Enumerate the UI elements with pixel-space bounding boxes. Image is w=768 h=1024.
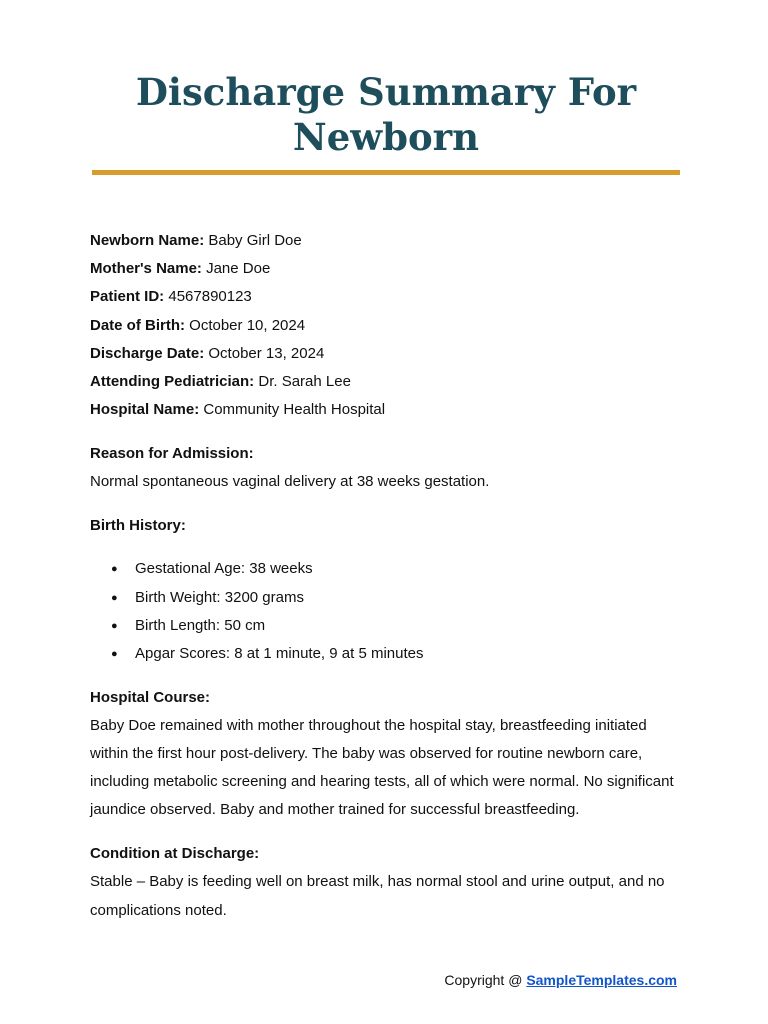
field-label: Attending Pediatrician: (90, 372, 255, 390)
title-divider (92, 170, 680, 175)
field-label: Newborn Name: (90, 232, 205, 249)
document-body (90, 227, 690, 925)
reason-heading: Reason for Admission: (90, 444, 254, 462)
copyright-prefix: Copyright @ (444, 972, 527, 988)
list-item: ● Apgar Scores: 8 at 1 minute, 9 at 5 minutes (90, 640, 690, 668)
field-label: Mother's Name: (90, 260, 202, 278)
list-item: ● Birth Length: 50 cm (90, 612, 690, 640)
birth-history-list (90, 555, 690, 668)
field-value: October 10, 2024 (185, 316, 306, 334)
field-label: Hospital Name: (90, 401, 200, 419)
reason-text: Normal spontaneous vaginal delivery at 38 weeks gestation. (90, 473, 490, 490)
field-newborn-name (90, 227, 690, 255)
condition-heading: Condition at Discharge: (90, 845, 260, 863)
field-mother-name (90, 255, 690, 283)
field-patient-id (90, 283, 690, 311)
condition-text: Stable – Baby is feeding well on breast milk, has normal stool and urine output, and no complications noted. (90, 873, 665, 919)
hospital-course-heading: Hospital Course: (90, 688, 211, 706)
field-value: 4567890123 (164, 288, 252, 306)
field-attending-pediatrician (90, 368, 690, 396)
hospital-course-text: Baby Doe remained with mother throughout the hospital stay, breastfeeding initiated within the first hour post-delivery. The baby was observed for routine newborn care, including metabolic screening and hearing tests, all of which were normal. No significant jaundice observed. Baby and mother trained for successful breastfeeding. (90, 716, 674, 819)
field-hospital-name (90, 396, 690, 424)
field-value: Baby Girl Doe (204, 232, 302, 249)
field-label: Date of Birth: (90, 316, 185, 334)
field-value: Dr. Sarah Lee (254, 372, 351, 390)
field-discharge-date (90, 340, 690, 368)
sampletemplates-link[interactable]: SampleTemplates.com (526, 972, 677, 988)
field-value: Jane Doe (201, 260, 271, 278)
birth-history-heading: Birth History: (90, 516, 186, 534)
field-label: Patient ID: (90, 288, 165, 306)
field-value: Community Health Hospital (199, 401, 386, 419)
copyright-footer (444, 972, 677, 988)
list-item: ● Gestational Age: 38 weeks (90, 555, 690, 583)
list-item: ● Birth Weight: 3200 grams (90, 584, 690, 612)
page-title: Discharge Summary For Newborn (135, 70, 637, 159)
field-value: October 13, 2024 (204, 344, 325, 362)
field-label: Discharge Date: (90, 344, 205, 362)
field-date-of-birth (90, 312, 690, 340)
